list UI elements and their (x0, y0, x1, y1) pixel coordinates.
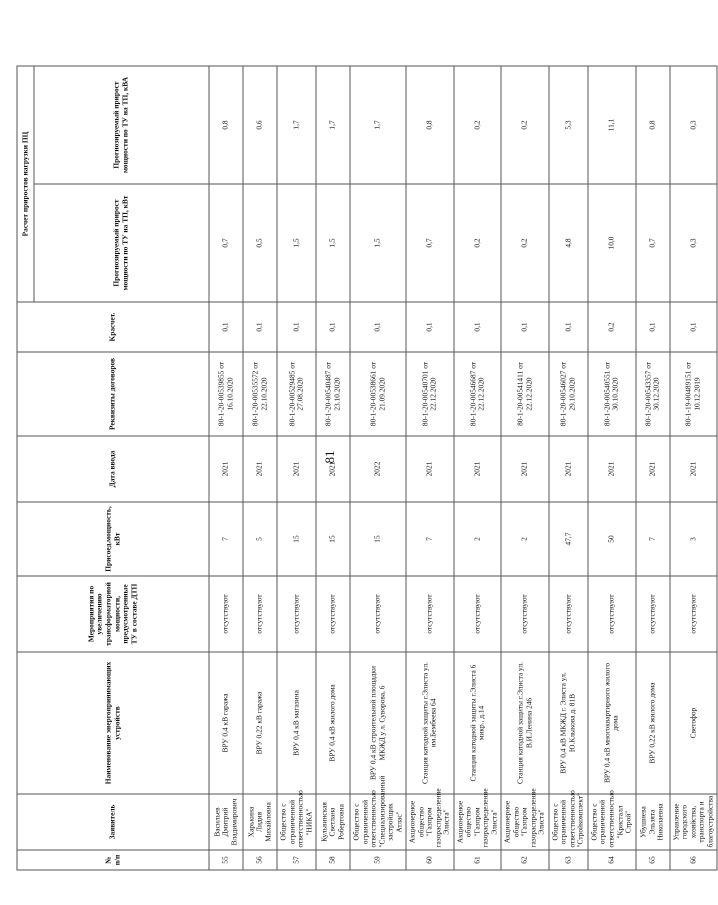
cell-power: 7 (209, 502, 243, 576)
cell-growth-kw: 0,7 (209, 184, 243, 302)
cell-growth-kva: 0,8 (406, 66, 454, 184)
cell-date: 2021 (277, 436, 316, 502)
cell-date: 2021 (454, 436, 502, 502)
cell-device: ВРУ 0,4 кВ строительной площадки МКЖД у л. Суворова, 6 (350, 652, 406, 794)
cell-details: 80-1-19-00489151 от 10.12.2019 (670, 352, 718, 436)
cell-power: 15 (350, 502, 406, 576)
cell-coef: 0,1 (501, 302, 549, 352)
cell-details: 80-1-20-00529485 от 27.08.2020 (277, 352, 316, 436)
cell-num: 56 (243, 850, 277, 870)
header-applicant: Заявитель (17, 794, 209, 850)
cell-growth-kw: 0,2 (501, 184, 549, 302)
cell-coef: 0,1 (636, 302, 670, 352)
table-row (316, 66, 350, 870)
cell-applicant: Общество с ограниченной ответственностью "НИКА" (277, 794, 316, 850)
table-body (209, 66, 717, 870)
cell-coef: 0,1 (549, 302, 588, 352)
table-row (406, 66, 454, 870)
cell-coef: 0,1 (316, 302, 350, 352)
cell-applicant: Управление городского хозяйства, транспорта и благоустройства (670, 794, 718, 850)
header-coef: Kрасчет. (17, 302, 209, 352)
cell-num: 59 (350, 850, 406, 870)
cell-device: Станция катодной защиты г.Элиста ул. В.И.Ленина 246 (501, 652, 549, 794)
cell-power: 15 (277, 502, 316, 576)
cell-num: 60 (406, 850, 454, 870)
cell-growth-kva: 11,1 (588, 66, 636, 184)
cell-measure: отсутствуют (501, 576, 549, 652)
table-row (501, 66, 549, 870)
table-rotated-wrapper (17, 67, 715, 871)
cell-power: 3 (670, 502, 718, 576)
cell-measure: отсутствуют (549, 576, 588, 652)
cell-device: ВРУ 0,4 кВ МКЖД г. Элиста ул. Ю.Клыкова д. 81В (549, 652, 588, 794)
cell-date: 2021 (316, 436, 350, 502)
cell-applicant: Васильев Дмитрий Владимирович (209, 794, 243, 850)
table-row (243, 66, 277, 870)
header-device-name: Наименование энергопринимающих устройств (17, 652, 209, 794)
cell-date: 2021 (209, 436, 243, 502)
cell-device: ВРУ 0,4 кВ магазина (277, 652, 316, 794)
cell-applicant: Общество с ограниченной ответственностью "Специализированный застройщик Атлас" (350, 794, 406, 850)
cell-growth-kva: 1,7 (277, 66, 316, 184)
header-power: Присоед.мощность, кВт (17, 502, 209, 576)
cell-num: 64 (588, 850, 636, 870)
cell-coef: 0,1 (209, 302, 243, 352)
cell-growth-kva: 1,7 (350, 66, 406, 184)
cell-coef: 0,2 (588, 302, 636, 352)
cell-coef: 0,1 (406, 302, 454, 352)
table-row (670, 66, 718, 870)
cell-measure: отсутствуют (406, 576, 454, 652)
cell-measure: отсутствуют (350, 576, 406, 652)
cell-num: 62 (501, 850, 549, 870)
cell-num: 55 (209, 850, 243, 870)
cell-measure: отсутствуют (243, 576, 277, 652)
cell-applicant: Убушиева Эльзята Николаевна (636, 794, 670, 850)
table-row (350, 66, 406, 870)
page-number: 81 (322, 450, 337, 464)
cell-power: 5 (243, 502, 277, 576)
cell-growth-kva: 0,2 (454, 66, 502, 184)
cell-applicant: Акционерное общество "Газпром газораспределение Элиста" (406, 794, 454, 850)
cell-power: 2 (501, 502, 549, 576)
cell-power: 2 (454, 502, 502, 576)
cell-details: 80-1-20-00546027 от 29.10.2020 (549, 352, 588, 436)
table-row (277, 66, 316, 870)
cell-applicant: Общество с ограниченной ответственностью "Стройкомплект" (549, 794, 588, 850)
cell-details: 80-1-20-00539855 от 16.10.2020 (209, 352, 243, 436)
cell-num: 65 (636, 850, 670, 870)
header-group: Расчет приростов нагрузки ПЦ (17, 66, 34, 302)
table-row (588, 66, 636, 870)
cell-details: 80-1-20-00535572 от 22.10.2020 (243, 352, 277, 436)
table-row (549, 66, 588, 870)
cell-measure: отсутствуют (209, 576, 243, 652)
cell-power: 7 (636, 502, 670, 576)
cell-device: Светофор (670, 652, 718, 794)
cell-details: 80-1-20-00540487 от 23.10.2020 (316, 352, 350, 436)
cell-num: 58 (316, 850, 350, 870)
cell-applicant: Харькина Лидия Михайловна (243, 794, 277, 850)
cell-growth-kw: 1,5 (350, 184, 406, 302)
cell-coef: 0,1 (277, 302, 316, 352)
table-row (454, 66, 502, 870)
header-growth-kva: Прогнозируемый прирост мощности по ТУ на ТП, кВА (34, 66, 209, 184)
cell-applicant: Акционерное общество "Газпром газораспределение Элиста" (501, 794, 549, 850)
header-details: Реквизиты договоров (17, 352, 209, 436)
header-growth-kw: Прогнозируемый прирост мощности по ТУ на ТП, кВт (34, 184, 209, 302)
cell-device: ВРУ 0,22 кВ жилого дома (636, 652, 670, 794)
cell-num: 63 (549, 850, 588, 870)
cell-details: 80-1-20-00546687 от 22.12.2020 (454, 352, 502, 436)
cell-details: 80-1-20-00541411 от 22.12.2020 (501, 352, 549, 436)
cell-details: 80-1-20-00538661 от 21.09.2020 (350, 352, 406, 436)
cell-date: 2021 (636, 436, 670, 502)
cell-measure: отсутствуют (588, 576, 636, 652)
load-growth-table (17, 66, 718, 871)
cell-measure: отсутствуют (316, 576, 350, 652)
cell-growth-kw: 0,7 (636, 184, 670, 302)
cell-power: 47,7 (549, 502, 588, 576)
cell-growth-kw: 0,7 (406, 184, 454, 302)
cell-growth-kw: 0,2 (454, 184, 502, 302)
table-row (636, 66, 670, 870)
cell-date: 2021 (670, 436, 718, 502)
cell-details: 80-1-20-00540701 от 22.12.2020 (406, 352, 454, 436)
cell-coef: 0,1 (454, 302, 502, 352)
cell-growth-kw: 0,3 (670, 184, 718, 302)
cell-device: ВРУ 0,4 кВ жилого дома (316, 652, 350, 794)
cell-date: 2021 (501, 436, 549, 502)
cell-measure: отсутствуют (636, 576, 670, 652)
cell-power: 50 (588, 502, 636, 576)
cell-coef: 0,1 (670, 302, 718, 352)
cell-date: 2021 (243, 436, 277, 502)
cell-num: 57 (277, 850, 316, 870)
cell-growth-kw: 4,8 (549, 184, 588, 302)
cell-num: 66 (670, 850, 718, 870)
cell-growth-kva: 0,8 (209, 66, 243, 184)
cell-measure: отсутствуют (670, 576, 718, 652)
cell-device: Станция катодной защиты г.Элиста ул. им.Бембеева 64 (406, 652, 454, 794)
cell-growth-kva: 5,3 (549, 66, 588, 184)
cell-growth-kva: 0,6 (243, 66, 277, 184)
cell-device: Станция катодной защиты г.Элиста 6 микр., д.14 (454, 652, 502, 794)
header-date: Дата ввода (17, 436, 209, 502)
cell-measure: отсутствуют (454, 576, 502, 652)
cell-measure: отсутствуют (277, 576, 316, 652)
cell-power: 15 (316, 502, 350, 576)
cell-growth-kw: 1,5 (316, 184, 350, 302)
cell-device: ВРУ 0,22 кВ гаража (243, 652, 277, 794)
cell-date: 2021 (406, 436, 454, 502)
cell-applicant: Кульвинская Светлана Робертовна (316, 794, 350, 850)
cell-details: 80-1-20-00543357 от 30.12.2020 (636, 352, 670, 436)
cell-growth-kva: 0,2 (501, 66, 549, 184)
header-measures: Мероприятия по увеличению трансформаторной мощности, предусмотренные ТУ в составе ДТП (17, 576, 209, 652)
cell-power: 7 (406, 502, 454, 576)
cell-growth-kva: 0,3 (670, 66, 718, 184)
cell-applicant: Общество с ограниченной ответственностью "Кристалл Строй" (588, 794, 636, 850)
cell-growth-kva: 1,7 (316, 66, 350, 184)
cell-coef: 0,1 (243, 302, 277, 352)
cell-growth-kw: 0,5 (243, 184, 277, 302)
cell-growth-kva: 0,8 (636, 66, 670, 184)
cell-growth-kw: 1,5 (277, 184, 316, 302)
cell-date: 2021 (549, 436, 588, 502)
header-num: № п/п (17, 850, 209, 870)
cell-date: 2022 (350, 436, 406, 502)
cell-coef: 0,1 (350, 302, 406, 352)
table-row (209, 66, 243, 870)
cell-date: 2021 (588, 436, 636, 502)
cell-num: 61 (454, 850, 502, 870)
cell-device: ВРУ 0,4 кВ многоквартирного жилого дома (588, 652, 636, 794)
cell-growth-kw: 10,0 (588, 184, 636, 302)
cell-details: 80-1-20-00540551 от 30.10.2020 (588, 352, 636, 436)
cell-applicant: Акционерное общество "Газпром газораспределение Элиста" (454, 794, 502, 850)
cell-device: ВРУ 0,4 кВ гаража (209, 652, 243, 794)
